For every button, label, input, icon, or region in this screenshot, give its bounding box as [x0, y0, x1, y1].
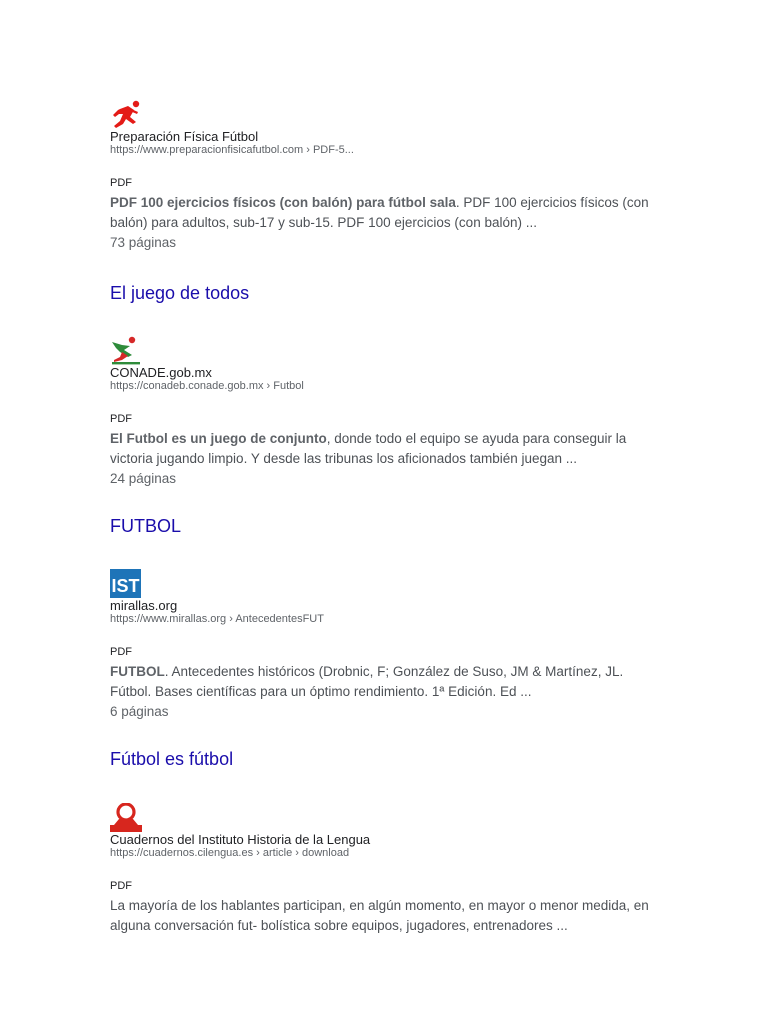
snippet-highlight: El Futbol es un juego de conjunto	[110, 431, 327, 446]
conade-logo-icon	[110, 336, 142, 364]
snippet-text: La mayoría de los hablantes participan, en algún momento, en mayor o menor medida, en alguna conversación fut- bolística sobre equipos, jugadores, entrenadores ...	[110, 898, 649, 933]
ist-logo-text: IST	[111, 576, 140, 596]
result-page-count: 6 páginas	[110, 704, 169, 719]
result-filetype: PDF	[110, 880, 132, 892]
snippet-text: . Antecedentes históricos (Drobnic, F; González de Suso, JM & Martínez, JL. Fútbol. Bases científicas para un óptimo rendimiento. 1ª Edición. Ed ...	[110, 664, 624, 699]
search-result-4	[110, 803, 670, 936]
result-title-2[interactable]: El juego de todos	[110, 283, 250, 303]
result-site-name[interactable]: Cuadernos del Instituto Historia de la Lengua	[110, 832, 371, 847]
result-title-3[interactable]: FUTBOL	[110, 516, 182, 536]
result-snippet	[110, 896, 658, 936]
result-page-count: 73 páginas	[110, 235, 177, 250]
search-result-3	[110, 569, 670, 722]
result-title-4[interactable]: Fútbol es fútbol	[110, 749, 234, 769]
result-filetype: PDF	[110, 413, 132, 425]
cilengua-logo-icon	[110, 803, 142, 831]
result-snippet	[110, 429, 658, 469]
result-filetype: PDF	[110, 646, 132, 658]
search-result-2	[110, 336, 670, 489]
snippet-highlight: FUTBOL	[110, 664, 165, 679]
result-filetype: PDF	[110, 177, 132, 189]
result-page-count: 24 páginas	[110, 471, 177, 486]
result-site-name[interactable]: mirallas.org	[110, 598, 178, 613]
result-url[interactable]: https://cuadernos.cilengua.es › article › download	[110, 847, 350, 859]
result-snippet	[110, 662, 658, 702]
result-url[interactable]: https://conadeb.conade.gob.mx › Futbol	[110, 380, 304, 392]
search-result-1	[110, 100, 670, 253]
result-site-name[interactable]: CONADE.gob.mx	[110, 365, 212, 380]
snippet-text: . PDF 100 ejercicios físicos (con balón) para adultos, sub-17 y sub-15. PDF 100 ejercicios (con balón) ...	[110, 195, 649, 230]
ist-logo-icon	[110, 569, 142, 597]
snippet-text: , donde todo el equipo se ayuda para conseguir la victoria jugando limpio. Y desde las tribunas los aficionados también juegan ...	[110, 431, 627, 466]
result-url[interactable]: https://www.mirallas.org › AntecedentesFUT	[110, 613, 324, 625]
runner-icon	[110, 100, 142, 128]
snippet-highlight: PDF 100 ejercicios físicos (con balón) para fútbol sala	[110, 195, 456, 210]
result-site-name[interactable]: Preparación Física Fútbol	[110, 129, 259, 144]
result-url[interactable]: https://www.preparacionfisicafutbol.com › PDF-5...	[110, 144, 354, 156]
result-snippet	[110, 193, 658, 233]
